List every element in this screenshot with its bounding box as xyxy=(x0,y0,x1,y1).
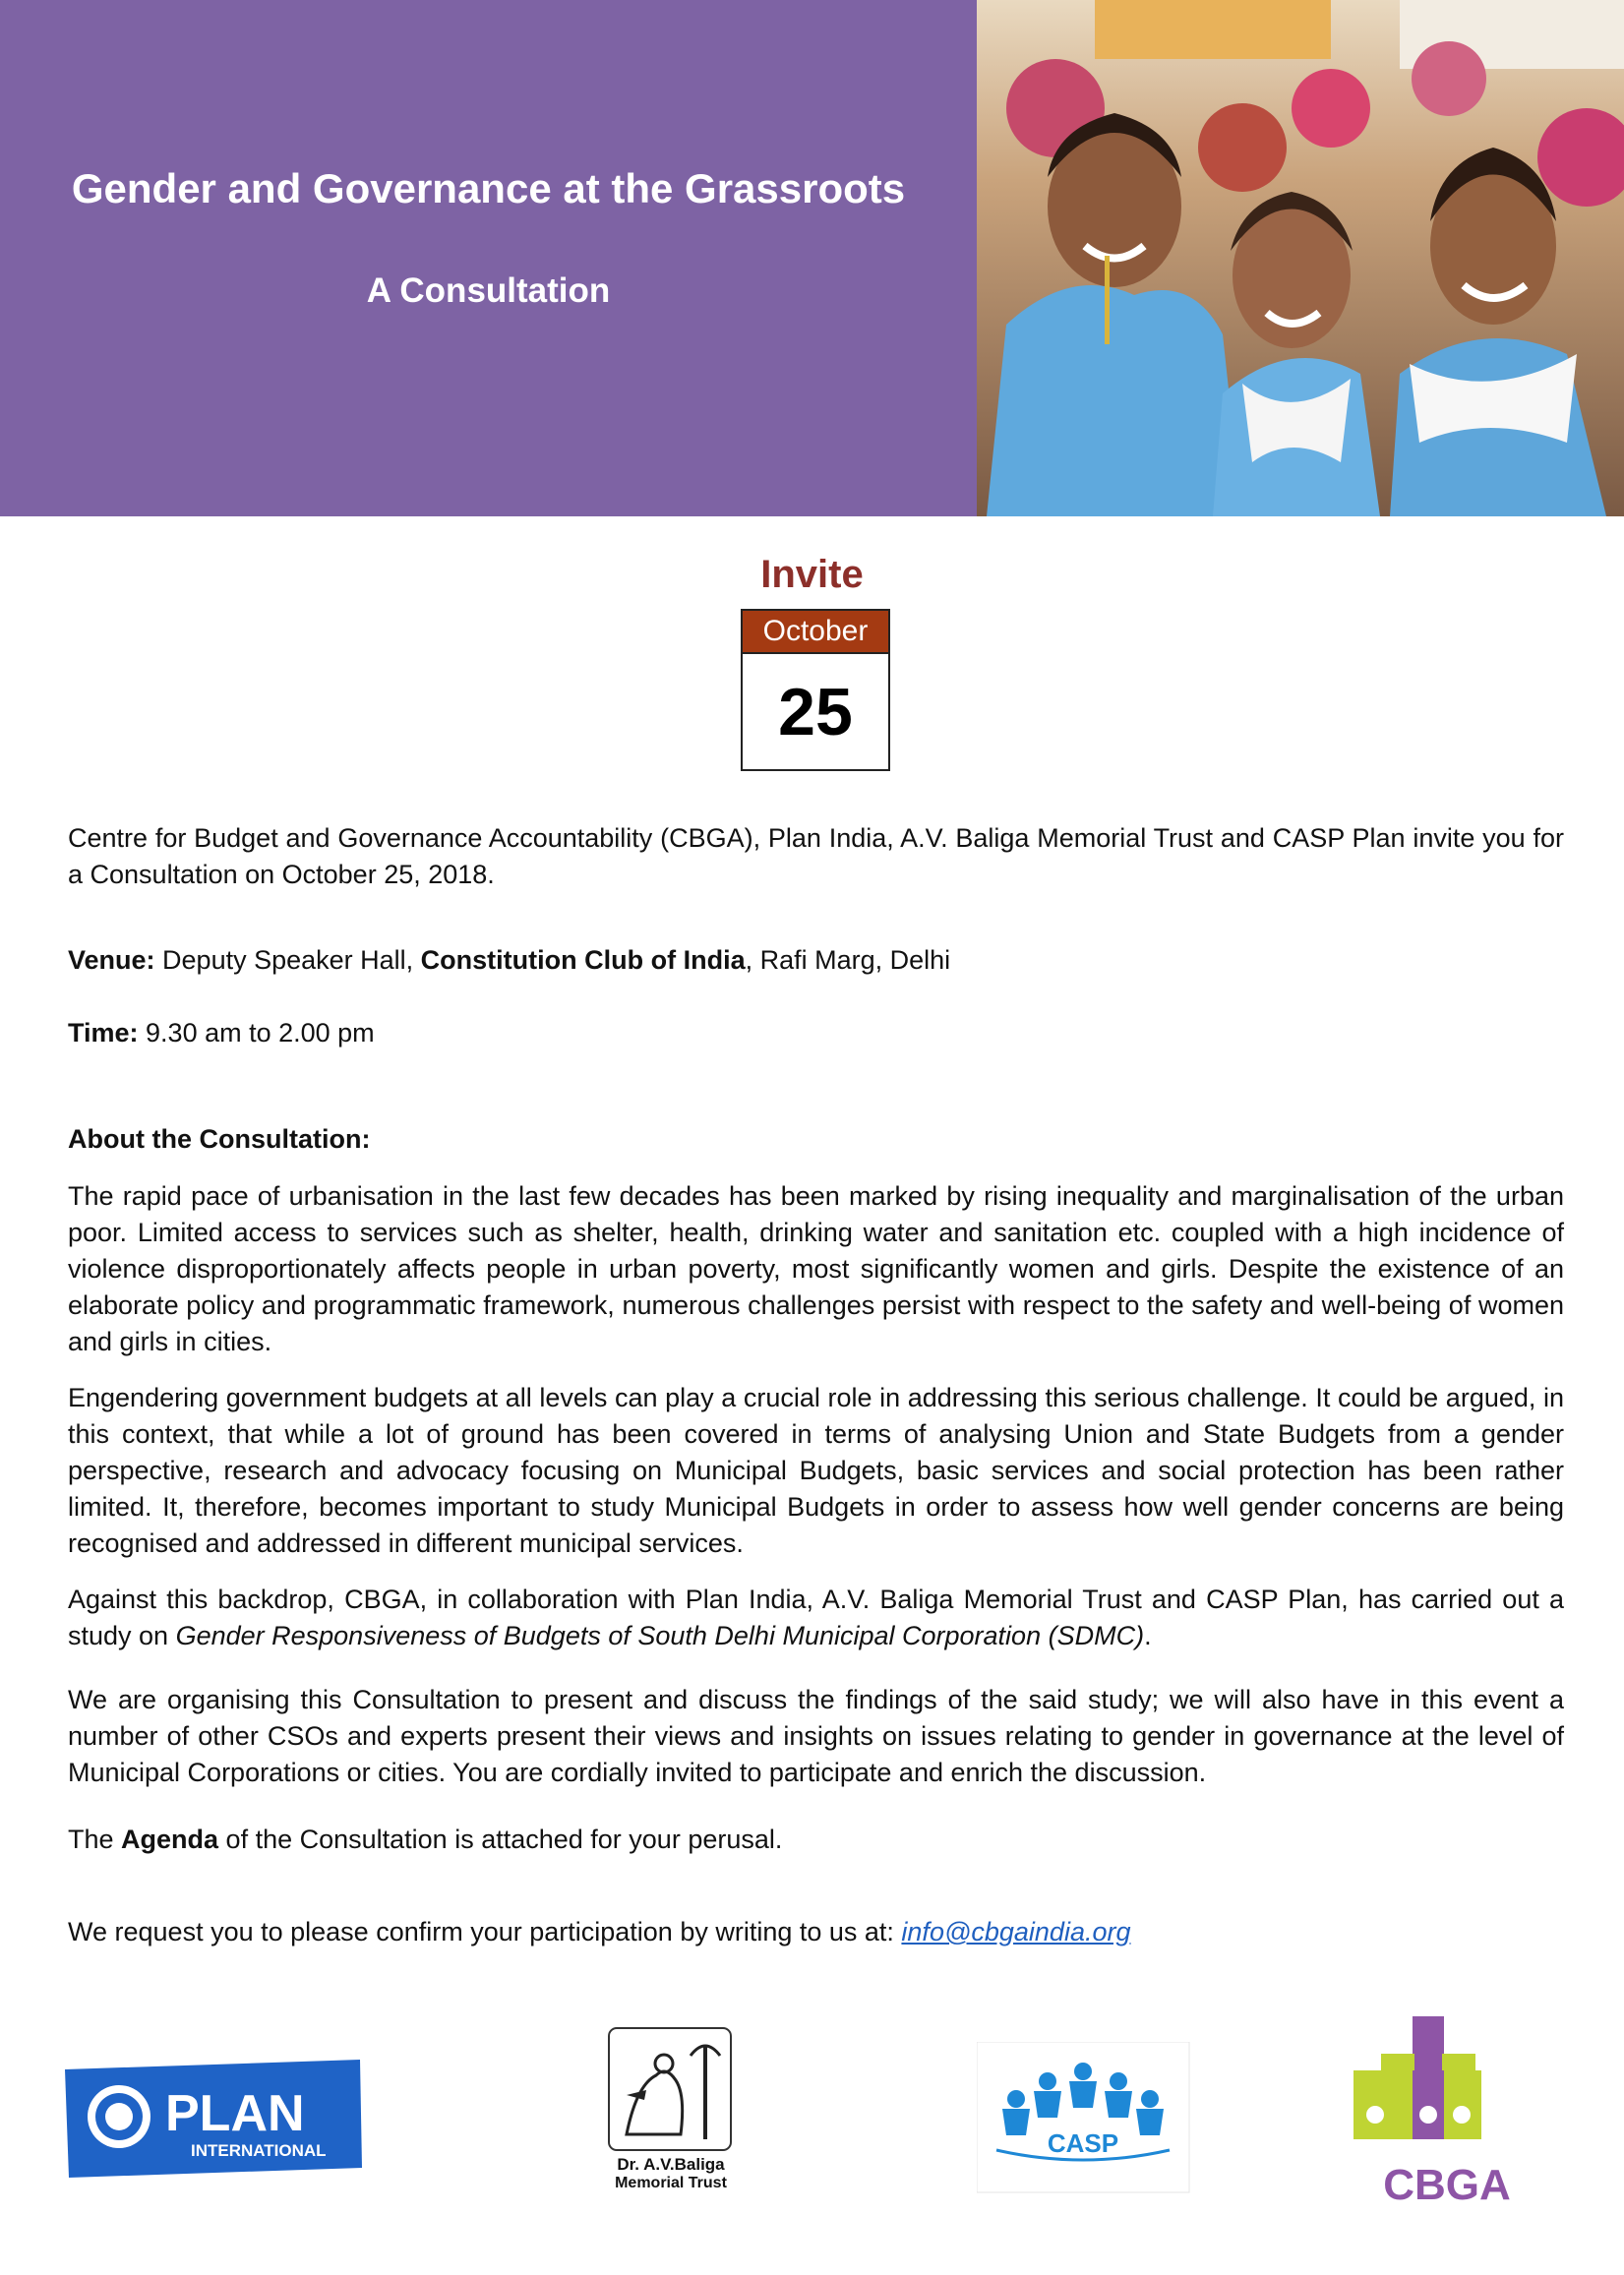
agenda-line xyxy=(68,1822,782,1858)
calendar-month: October xyxy=(743,611,888,654)
cbga-logo xyxy=(1353,2016,1511,2213)
banner-photo xyxy=(977,0,1624,516)
header-banner xyxy=(0,0,1624,516)
rsvp-email-link[interactable]: info@cbgaindia.org xyxy=(901,1917,1131,1946)
partner-logos xyxy=(0,2006,1624,2243)
calendar-date-badge xyxy=(741,609,890,771)
para3-text-2: . xyxy=(1144,1621,1152,1650)
intro-paragraph: Centre for Budget and Governance Accountability (CBGA), Plan India, A.V. Baliga Memorial Trust and CASP Plan invite you for a Consultation on October 25, 2018. xyxy=(68,823,1564,889)
rsvp-text: We request you to please confirm your participation by writing to us at: xyxy=(68,1917,902,1946)
cbga-logo-text: CBGA xyxy=(1383,2161,1511,2209)
rsvp-line xyxy=(68,1914,1130,1950)
venue-label: Venue: xyxy=(68,945,155,975)
time-label: Time: xyxy=(68,1018,139,1048)
banner-purple-panel xyxy=(0,0,977,516)
time-line xyxy=(68,1015,375,1051)
casp-logo xyxy=(977,2042,1190,2193)
para3-text-1: Against this backdrop, CBGA, in collaboration with Plan India, A.V. Baliga Memorial Trust and CASP Plan, has carried out a study on xyxy=(68,1585,1564,1650)
plan-logo-main: PLAN xyxy=(165,2085,305,2142)
plan-international-logo xyxy=(65,2060,362,2178)
calendar-day: 25 xyxy=(778,675,853,749)
baliga-memorial-trust-logo xyxy=(607,2026,735,2191)
casp-logo-text: CASP xyxy=(1047,2128,1119,2158)
time-value: 9.30 am to 2.00 pm xyxy=(138,1018,375,1048)
about-paragraph-4: We are organising this Consultation to present and discuss the findings of the said study; we will also have in this event a number of other CSOs and experts present their views and insights on issues relating to gender in governance at the level of Municipal Corporations or cities. You are cordially invited to participate and enrich the discussion. xyxy=(68,1685,1564,1787)
about-paragraph-2: Engendering government budgets at all levels can play a crucial role in addressing this serious challenge. It could be argued, in this context, that while a lot of ground has been covered in terms of analysing Union and State Budgets from a gender perspective, research and advocacy focusing on Municipal Budgets, basic services and social protection has been rather limited. It, therefore, becomes important to study Municipal Budgets in order to assess how well gender concerns are being recognised and addressed in different municipal services. xyxy=(68,1383,1564,1558)
about-paragraph-3 xyxy=(68,1582,1564,1654)
banner-subtitle: A Consultation xyxy=(366,271,611,310)
about-paragraph-1: The rapid pace of urbanisation in the last few decades has been marked by rising inequality and marginalisation of the urban poor. Limited access to services such as shelter, health, drinking water and sanitation etc. coupled with a high incidence of violence disproportionately affects people in urban poverty, most significantly women and girls. Despite the existence of an elaborate policy and programmatic framework, numerous challenges persist with respect to the safety and well-being of women and girls in cities. xyxy=(68,1181,1564,1356)
agenda-bold: Agenda xyxy=(121,1825,219,1854)
agenda-text-1: The xyxy=(68,1825,122,1854)
baliga-logo-line1: Dr. A.V.Baliga xyxy=(617,2155,725,2174)
invite-heading: Invite xyxy=(760,553,864,596)
baliga-logo-line2: Memorial Trust xyxy=(615,2175,727,2191)
venue-text-1: Deputy Speaker Hall, xyxy=(154,945,421,975)
about-heading: About the Consultation: xyxy=(68,1124,371,1154)
banner-title: Gender and Governance at the Grassroots xyxy=(71,165,906,211)
plan-logo-sub: INTERNATIONAL xyxy=(191,2141,327,2160)
study-title: Gender Responsiveness of Budgets of South Delhi Municipal Corporation (SDMC) xyxy=(175,1621,1145,1650)
venue-name: Constitution Club of India xyxy=(420,945,746,975)
venue-line xyxy=(68,942,950,979)
agenda-text-2: of the Consultation is attached for your perusal. xyxy=(218,1825,783,1854)
venue-text-2: , Rafi Marg, Delhi xyxy=(745,945,951,975)
